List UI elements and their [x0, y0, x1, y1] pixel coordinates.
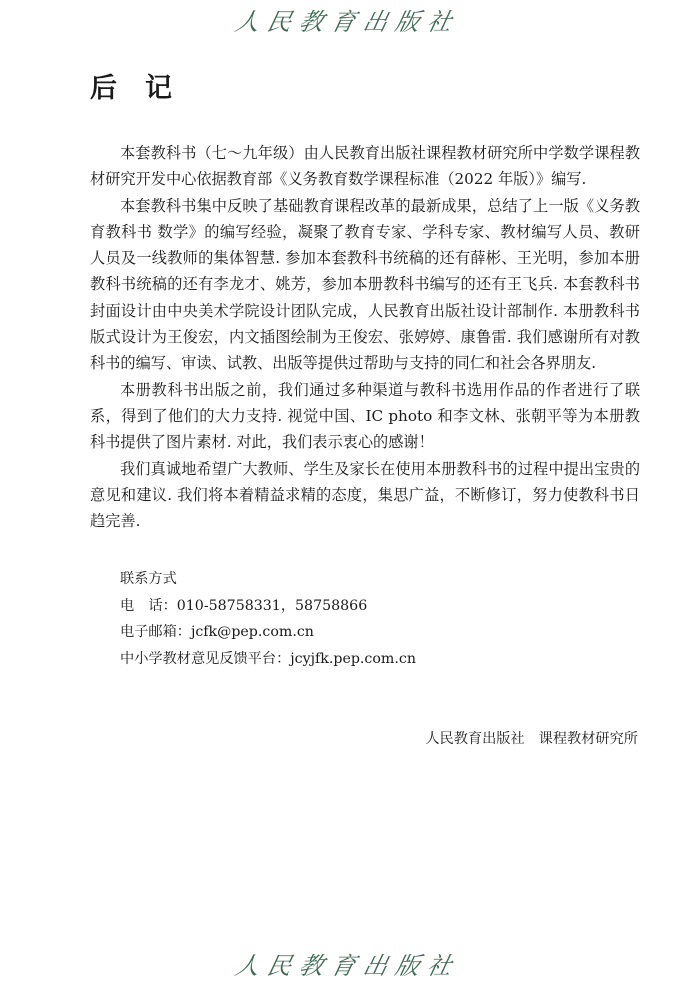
publisher-logo-header: 人民教育出版社	[232, 8, 463, 36]
paragraph-4: 我们真诚地希望广大教师、学生及家长在使用本册教科书的过程中提出宝贵的意见和建议. 我们将本着精益求精的态度，集思广益，不断修订，努力使教科书日趋完善.	[90, 459, 640, 531]
paragraph-2: 本套教科书集中反映了基础教育课程改革的最新成果，总结了上一版《义务教育教科书 数学》的编写经验，凝聚了教育专家、学科专家、教材编写人员、教研人员及一线教师的集体智慧. 参加本套教科书统稿的还有薛彬、王光明，参加本册教科书统稿的还有李龙才、姚芳，参加本册教科书编写的还有王飞兵. 本套教科书封面设计由中央美术学院设计团队完成，人民教育出版社设计部制作. 本册教科书版式设计为王俊宏，内文插图绘制为王俊宏、张婷婷、康鲁雷. 我们感谢所有对教科书的编写、审读、试教、出版等提供过帮助与支持的同仁和社会各界朋友.	[90, 196, 640, 373]
publisher-logo-footer: 人民教育出版社	[232, 952, 463, 980]
contact-heading: 联系方式	[120, 571, 177, 587]
signature	[425, 728, 638, 748]
contact-email: 电子邮箱：jcfk@pep.com.cn	[120, 624, 314, 640]
page-title	[90, 66, 172, 105]
contact-feedback-platform: 中小学教材意见反馈平台：jcyjfk.pep.com.cn	[120, 650, 416, 667]
afterword-body	[90, 140, 640, 534]
contact-info	[120, 566, 416, 672]
title-part-1: 后	[90, 73, 117, 104]
paragraph-3: 本册教科书出版之前，我们通过多种渠道与教科书选用作品的作者进行了联系，得到了他们的大力支持. 视觉中国、IC photo 和李文林、张朝平等为本册教科书提供了图片素材. 对此，我们表示衷心的感谢！	[90, 380, 640, 452]
signature-publisher: 人民教育出版社	[425, 731, 525, 747]
paragraph-1: 本套教科书（七～九年级）由人民教育出版社课程教材研究所中学数学课程教材研究开发中心依据教育部《义务教育数学课程标准（2022 年版）》编写.	[90, 144, 640, 189]
contact-phone: 电 话：010-58758331，58758866	[120, 597, 368, 614]
title-part-2: 记	[145, 73, 172, 104]
signature-institute: 课程教材研究所	[538, 731, 638, 747]
